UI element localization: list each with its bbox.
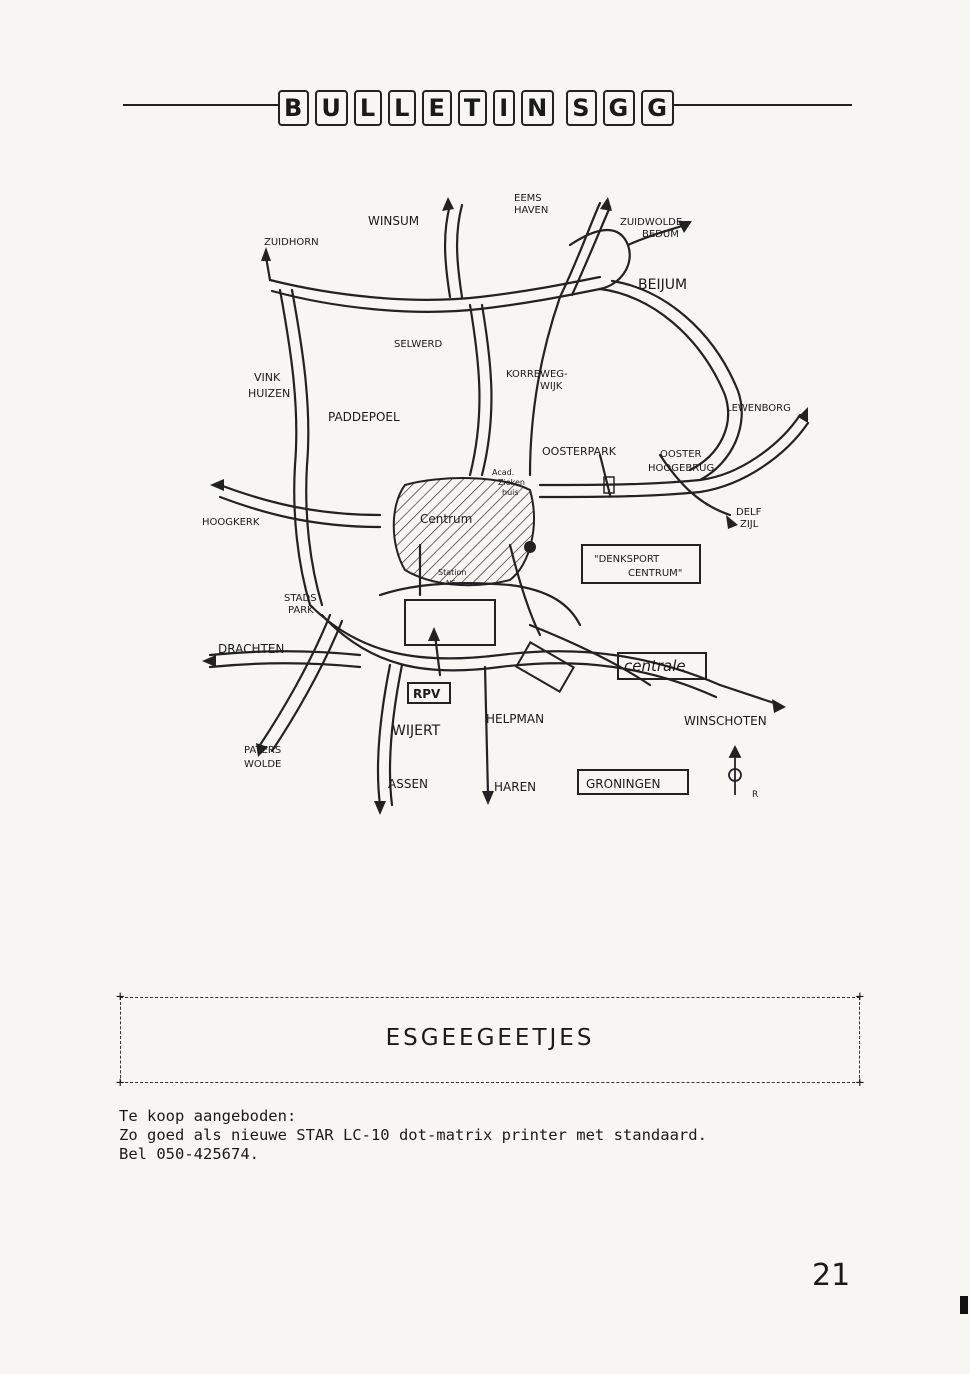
label-denksport: "DENKSPORT <box>594 554 660 565</box>
label-zieken: Zieken <box>498 478 525 487</box>
label-paters: PATERS <box>244 745 282 756</box>
label-delf: DELF <box>736 507 762 518</box>
label-station: Station <box>438 568 467 577</box>
label-zuidwolde: ZUIDWOLDE <box>620 217 683 228</box>
label-oosterpark: OOSTERPARK <box>542 445 616 458</box>
label-zuidhorn: ZUIDHORN <box>264 237 319 248</box>
corner-mark: + <box>855 989 864 1005</box>
station-block <box>405 600 495 645</box>
label-denksport-centrum: CENTRUM" <box>628 568 683 579</box>
label-wolde: WOLDE <box>244 759 282 770</box>
north-arrow-icon <box>729 747 741 795</box>
title-letter: G <box>641 90 674 126</box>
edge-mark <box>960 1296 968 1314</box>
label-huizen: HUIZEN <box>248 387 291 400</box>
label-centrale: centrale <box>624 657 686 675</box>
corner-mark: + <box>116 1075 125 1091</box>
label-winsum: WINSUM <box>368 214 420 228</box>
title-letter: G <box>603 90 636 126</box>
centrale-building <box>516 642 573 691</box>
label-eems: EEMS <box>514 193 542 204</box>
label-park: PARK <box>288 605 314 616</box>
label-stads: STADS <box>284 593 317 604</box>
ad-line: Zo goed als nieuwe STAR LC-10 dot-matrix printer met standaard. <box>119 1126 707 1144</box>
title-letter: E <box>422 90 451 126</box>
denksport-marker <box>524 541 536 553</box>
page-number: 21 <box>812 1258 851 1293</box>
title-letter: T <box>458 90 487 126</box>
title-letter: N <box>521 90 554 126</box>
title-letter: B <box>278 90 309 126</box>
label-wijk: WIJK <box>540 381 563 392</box>
label-korreweg: KORREWEG- <box>506 369 568 380</box>
label-ooster: OOSTER <box>660 449 702 460</box>
title-letter: L <box>354 90 382 126</box>
label-groningen: GRONINGEN <box>586 777 661 791</box>
label-wijert: WIJERT <box>392 723 441 739</box>
label-selwerd: SELWERD <box>394 339 443 350</box>
label-centrum: Centrum <box>420 512 473 526</box>
header-rule-left <box>123 104 303 106</box>
label-lewenborg: LEWENBORG <box>726 403 791 414</box>
label-huis: huis <box>502 488 519 497</box>
label-hoogkerk: HOOGKERK <box>202 517 260 528</box>
label-station-ns: NS <box>446 579 456 587</box>
title-letter: U <box>315 90 348 126</box>
corner-mark: + <box>116 989 125 1005</box>
label-acad: Acad. <box>492 468 515 477</box>
ad-line: Bel 050-425674. <box>119 1145 259 1163</box>
label-r: R <box>752 790 759 800</box>
label-bedum: BEDUM <box>642 229 679 240</box>
label-drachten: DRACHTEN <box>218 642 285 656</box>
route-map <box>180 185 820 825</box>
title-letter: L <box>388 90 416 126</box>
classified-ad <box>119 1107 899 1164</box>
label-paddepoel: PADDEPOEL <box>328 410 400 424</box>
label-haven: HAVEN <box>514 205 549 216</box>
title-letter: I <box>493 90 515 126</box>
notice-title: ESGEEGEETJES <box>385 1025 595 1051</box>
header-rule-right <box>652 104 852 106</box>
title-letter: S <box>566 90 596 126</box>
ad-line: Te koop aangeboden: <box>119 1107 297 1125</box>
label-haren: HAREN <box>494 780 537 794</box>
label-zijl: ZIJL <box>740 519 759 530</box>
label-helpman: HELPMAN <box>486 712 545 726</box>
label-assen: ASSEN <box>388 777 429 791</box>
label-vink: VINK <box>254 371 281 384</box>
corner-mark: + <box>855 1075 864 1091</box>
label-winschoten: WINSCHOTEN <box>684 714 767 728</box>
bulletin-title <box>284 88 668 128</box>
label-rpv: RPV <box>413 687 441 701</box>
notice-box <box>116 989 864 1091</box>
label-hoogebrug: HOOGEBRUG <box>648 463 715 474</box>
label-beijum: BEIJUM <box>638 277 688 293</box>
